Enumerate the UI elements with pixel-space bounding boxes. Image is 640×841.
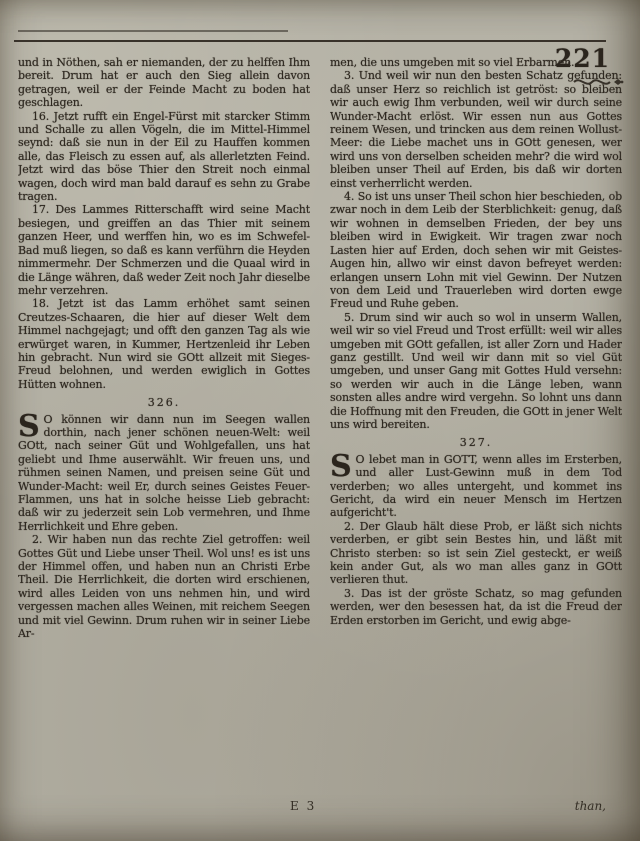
paragraph: 5. Drum sind wir auch so wol in unserm Wallen, weil wir so viel Freud und Trost erfüllt: weil wir alles umgeben mit GOtt gefallen, ist aller Zorn und Hader ganz gestillt. Und weil wir dann mit so viel Güt umgeben, und unser Gang mit Gottes Huld versehn: so werden wir auch in die Länge leben, wann sonsten alles andre wird vergehn. So lohnt uns dann die Hoffnung mit den Freuden, die GOtt in jener Welt uns wird bereiten. <box>330 310 622 431</box>
header-rule <box>14 40 606 42</box>
text-columns <box>18 56 622 793</box>
paragraph: und in Nöthen, sah er niemanden, der zu helffen Ihm bereit. Drum hat er auch den Sieg allein davon getragen, weil er der Feinde Macht zu boden hat geschlagen. <box>18 56 310 110</box>
page-number: 221 <box>554 44 610 73</box>
paragraph: 16. Jetzt rufft ein Engel-Fürst mit starcker Stimm und Schalle zu allen Vögeln, die im Mittel-Himmel seynd: daß sie nun in der Eil zu Hauffen kommen alle, das Fleisch zu essen auf, als allerletzten Feind. Jetzt wird das böse Thier den Streit noch einmal wagen, doch wird man bald darauf es sehn zu Grabe tragen. <box>18 109 310 204</box>
drop-cap: S <box>18 408 40 444</box>
paragraph: S O lebet man in GOTT, wenn alles im Ersterben, und aller Lust-Gewinn muß in dem Tod verderben; wo alles untergeht, und kommet ins Gericht, da wird ein neuer Mensch im Hertzen aufgericht't. <box>330 448 622 520</box>
left-column <box>18 56 310 793</box>
paragraph: 2. Wir haben nun das rechte Ziel getroffen: weil Gottes Güt und Liebe unser Theil. Wol uns! es ist uns der Himmel offen, und haben nun an Christi Erbe Theil. Die Herrlichkeit, die dorten wird erschienen, wird alles Leiden von uns nehmen hin, und wird vergessen machen alles Weinen, mit reichem Seegen und mit viel Gewinn. Drum ruhen wir in seiner Liebe Ar- <box>18 533 310 641</box>
right-column <box>330 56 622 793</box>
section-number: 327. <box>459 436 493 450</box>
drop-cap: S <box>330 448 352 484</box>
paragraph: 3. Und weil wir nun den besten Schatz gefunden: daß unser Herz so reichlich ist getröst: so bleiben wir auch ewig Ihm verbunden, weil wir durch seine Wunder-Macht erlöst. Wir essen nun aus Gottes reinem Wesen, und trincken aus dem reinen Wollust-Meer: die Liebe machet uns in GOtt genesen, wer wird uns von derselben scheiden mehr? die wird wol bleiben unser Theil auf Erden, bis daß wir dorten einst verherrlicht werden. <box>330 69 622 190</box>
top-partial-rule <box>18 30 288 32</box>
paragraph: 3. Das ist der gröste Schatz, so mag gefunden werden, wer den besessen hat, da ist die Freud der Erden erstorben im Gericht, und ewig abge- <box>330 586 622 627</box>
paragraph: 17. Des Lammes Ritterschafft wird seine Macht besiegen, und greiffen an das Thier mit seinem ganzen Heer, und werffen hin, wo es im Schwefel-Bad muß liegen, so daß es kann verführn die Heyden nimmermehr. Der Schmerzen und die Quaal wird in die Länge währen, daß weder Zeit noch Jahr dieselbe mehr verzehren. <box>18 203 310 297</box>
paragraph: 4. So ist uns unser Theil schon hier beschieden, ob zwar noch in dem Leib der Sterblichkeit: genug, daß wir wohnen in demselben Frieden, der bey uns bleiben wird in Ewigkeit. Wir tragen zwar noch Lasten hier auf Erden, doch sehen wir mit Geistes-Augen hin, allwo wir einst davon befreyet werden: erlangen unsern Lohn mit viel Gewinn. Der Nutzen von dem Leid und Trauerleben wird dorten ewge Freud und Ruhe geben. <box>330 190 622 311</box>
paragraph: S O können wir dann nun im Seegen wallen dorthin, nach jener schönen neuen-Welt: weil GOtt, nach seiner Güt und Wohlgefallen, uns hat geliebt und Ihme auserwählt. Wir freuen uns, und rühmen seinen Namen, und preisen seine Güt und Wunder-Macht: weil Er, durch seines Geistes Feuer-Flammen, uns hat in solche heisse Lieb gebracht: daß wir zu jederzeit sein Lob vermehren, und Ihme Herrlichkeit und Ehre geben. <box>18 408 310 533</box>
paragraph: 2. Der Glaub hält diese Prob, er läßt sich nichts verderben, er gibt sein Bestes hin, und läßt mit Christo sterben: so ist sein Ziel gesteckt, er weiß kein ander Gut, als wo man alles ganz in GOtt verlieren thut. <box>330 519 622 587</box>
signature-mark: E 3 <box>290 799 317 813</box>
section-number: 326. <box>147 396 181 410</box>
paragraph: 18. Jetzt ist das Lamm erhöhet samt seinen Creutzes-Schaaren, die hier auf dieser Welt dem Himmel nachgejagt; und offt den ganzen Tag als wie erwürget waren, in Kummer, Hertzenleid ihr Leben hin gebracht. Nun wird sie GOtt allzeit mit Sieges-Freud belohnen, und werden ewiglich in Gottes Hütten wohnen. <box>18 297 310 391</box>
paragraph: men, die uns umgeben mit so viel Erbarmen. <box>330 56 575 69</box>
catchword: than, <box>574 799 606 813</box>
